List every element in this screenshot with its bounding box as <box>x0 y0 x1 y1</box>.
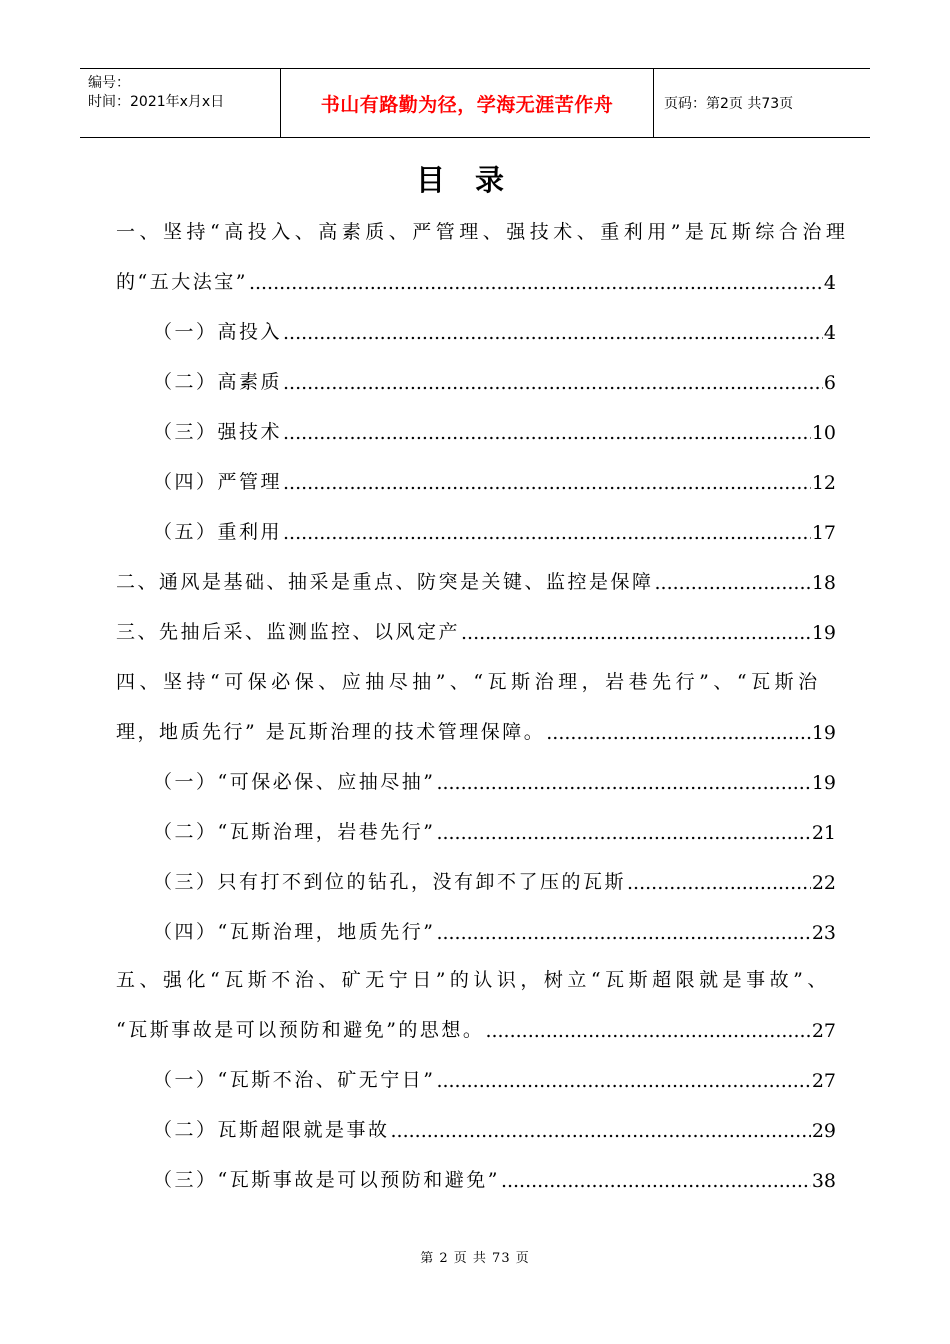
toc-entry[interactable] <box>153 1106 836 1142</box>
toc-leader <box>485 1020 810 1042</box>
toc-page-number: 19 <box>811 722 836 744</box>
toc-entry[interactable] <box>153 1156 836 1192</box>
page-title: 目录 <box>415 163 534 197</box>
toc-leader <box>283 522 811 544</box>
toc-leader <box>501 1170 811 1192</box>
toc-leader <box>283 472 811 494</box>
toc-page-number: 38 <box>811 1170 836 1192</box>
header-page-info: 页码：第2页 共73页 <box>664 96 794 112</box>
toc-page-number: 27 <box>811 1070 836 1092</box>
toc-entry[interactable] <box>116 208 850 244</box>
toc-leader <box>391 1120 811 1142</box>
header-motto: 书山有路勤为径，学海无涯苦作舟 <box>280 69 654 137</box>
toc-entry-text: （三）只有打不到位的钻孔，没有卸不了压的瓦斯 <box>153 871 627 893</box>
toc-page-number: 19 <box>811 622 836 644</box>
toc-entry-text: （三）强技术 <box>153 421 283 443</box>
toc-entry[interactable] <box>153 408 836 444</box>
toc-leader <box>283 322 823 344</box>
toc-page-number: 29 <box>811 1120 836 1142</box>
toc-leader <box>655 572 811 594</box>
toc-entry-text: （五）重利用 <box>153 521 283 543</box>
toc-page-number: 4 <box>823 322 836 344</box>
toc-leader <box>436 822 810 844</box>
toc-entry-text: 四、坚持“可保必保、应抽尽抽”、“瓦斯治理，岩巷先行”、“瓦斯治 <box>116 671 822 693</box>
toc-entry[interactable] <box>153 758 836 794</box>
toc-entry[interactable] <box>153 908 836 944</box>
toc-entry-text: （二）瓦斯超限就是事故 <box>153 1119 390 1141</box>
toc-entry-text: 的“五大法宝” <box>116 271 248 293</box>
toc-leader <box>436 772 810 794</box>
toc-entry[interactable] <box>153 358 836 394</box>
toc-entry-text: （三）“瓦斯事故是可以预防和避免” <box>153 1169 500 1191</box>
toc-page-number: 21 <box>811 822 836 844</box>
toc-page-number: 22 <box>811 872 836 894</box>
toc-entry-text: 一、坚持“高投入、高素质、严管理、强技术、重利用”是瓦斯综合治理 <box>116 221 850 243</box>
doc-date-label: 时间：2021年x月x日 <box>88 94 225 110</box>
toc-entry-text: 三、先抽后采、监测监控、以风定产 <box>116 621 461 643</box>
toc-page-number: 10 <box>811 422 836 444</box>
toc-page-number: 17 <box>811 522 836 544</box>
toc-entry[interactable] <box>116 558 836 594</box>
toc-entry[interactable] <box>116 608 836 644</box>
toc-leader <box>283 422 811 444</box>
toc-entry-text: “瓦斯事故是可以预防和避免”的思想。 <box>116 1019 485 1041</box>
toc-page-number: 6 <box>823 372 836 394</box>
toc-entry[interactable] <box>153 508 836 544</box>
toc-leader <box>461 622 811 644</box>
toc-leader <box>283 372 823 394</box>
toc-leader <box>436 1070 810 1092</box>
toc-entry[interactable] <box>153 308 836 344</box>
toc-entry-text: （二）“瓦斯治理，岩巷先行” <box>153 821 436 843</box>
toc-leader <box>546 722 811 744</box>
toc-leader <box>436 922 810 944</box>
toc-leader <box>627 872 811 894</box>
toc-entry-text: 理，地质先行” 是瓦斯治理的技术管理保障。 <box>116 721 546 743</box>
page-header <box>80 68 870 138</box>
toc-page-number: 19 <box>811 772 836 794</box>
toc-entry-text: （四）严管理 <box>153 471 283 493</box>
toc-page-number: 12 <box>811 472 836 494</box>
toc-page-number: 27 <box>811 1020 836 1042</box>
header-meta <box>80 69 280 137</box>
toc-entry[interactable] <box>116 956 836 992</box>
toc-entry[interactable] <box>116 258 836 294</box>
toc-entry-text: 五、强化“瓦斯不治、矿无宁日”的认识，树立“瓦斯超限就是事故”、 <box>116 969 831 991</box>
toc-entry-text: （二）高素质 <box>153 371 283 393</box>
toc-leader <box>249 272 823 294</box>
page-footer: 第 2 页 共 73 页 <box>420 1251 530 1266</box>
toc-entry-text: （一）“瓦斯不治、矿无宁日” <box>153 1069 436 1091</box>
toc-entry-text: （一）“可保必保、应抽尽抽” <box>153 771 436 793</box>
toc-entry[interactable] <box>153 808 836 844</box>
toc-entry[interactable] <box>153 1056 836 1092</box>
toc-entry-text: （一）高投入 <box>153 321 283 343</box>
toc-entry[interactable] <box>116 658 836 694</box>
toc-page-number: 18 <box>811 572 836 594</box>
toc-entry-text: （四）“瓦斯治理，地质先行” <box>153 921 436 943</box>
toc-entry-text: 二、通风是基础、抽采是重点、防突是关键、监控是保障 <box>116 571 654 593</box>
toc-page-number: 4 <box>823 272 836 294</box>
toc-entry[interactable] <box>116 708 836 744</box>
doc-number-label: 编号： <box>88 75 130 91</box>
toc-page-number: 23 <box>811 922 836 944</box>
toc-entry[interactable] <box>153 458 836 494</box>
toc-entry[interactable] <box>153 858 836 894</box>
toc-entry[interactable] <box>116 1006 836 1042</box>
